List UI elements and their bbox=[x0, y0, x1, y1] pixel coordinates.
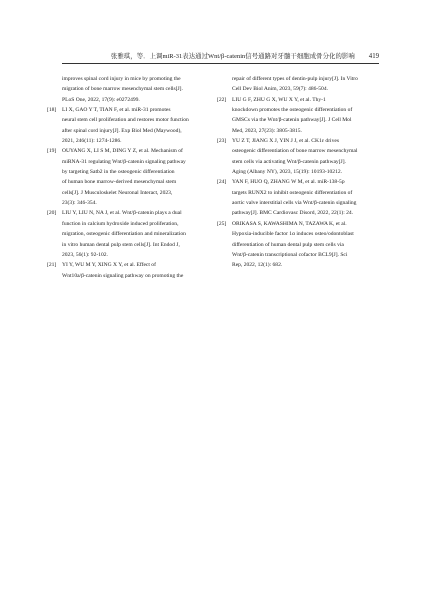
reference-entry bbox=[217, 177, 380, 218]
reference-line bbox=[62, 177, 210, 187]
reference-line bbox=[232, 84, 380, 94]
reference-text: Cell Dev Biol Anim, 2023, 59(7): 486-504. bbox=[232, 86, 328, 93]
reference-line bbox=[217, 219, 380, 229]
reference-text: cells[J]. J Musculoskelet Neuronal Interact, 2023, bbox=[62, 189, 173, 196]
reference-number: [23] bbox=[217, 138, 227, 145]
reference-line bbox=[62, 219, 210, 229]
reference-text: function in calcium hydroxide induced proliferation, bbox=[62, 220, 179, 227]
reference-entry bbox=[47, 208, 210, 260]
reference-continuation bbox=[232, 74, 380, 95]
reference-line bbox=[62, 74, 210, 84]
reference-text: by targeting Satb2 in the osteogenic differentiation bbox=[62, 169, 175, 176]
reference-line bbox=[62, 271, 210, 281]
reference-line bbox=[232, 198, 380, 208]
reference-text: knockdown promotes the osteogenic differentiation of bbox=[232, 107, 353, 114]
reference-text: PLoS One, 2022, 17(9): e0272499. bbox=[62, 96, 140, 103]
running-title: 张雅琪，等．上调miR-31表达通过Wnt/β-catenin信号通路对牙髓干细胞成骨分化的影响 bbox=[110, 53, 355, 60]
reference-line bbox=[47, 208, 210, 218]
reference-text: migration of bone marrow mesenchymal stem cells[J]. bbox=[62, 86, 183, 93]
reference-text: Rep, 2022, 12(1): 682. bbox=[232, 262, 283, 269]
reference-line bbox=[62, 115, 210, 125]
reference-text: YI Y, WU M Y, XING X Y, et al. Effect of bbox=[62, 262, 156, 269]
reference-entry bbox=[217, 219, 380, 271]
reference-number: [24] bbox=[217, 179, 227, 186]
reference-column-right bbox=[217, 74, 380, 271]
reference-line bbox=[232, 250, 380, 260]
reference-line bbox=[62, 250, 210, 260]
reference-text: differentiation of human dental pulp stem cells via bbox=[232, 241, 344, 248]
reference-text: OUYANG X, LI S M, DING Y Z, et al. Mechanism of bbox=[62, 148, 183, 155]
reference-text: in vitro human dental pulp stem cells[J]. Int Endod J, bbox=[62, 241, 180, 248]
reference-line bbox=[232, 115, 380, 125]
reference-line bbox=[232, 167, 380, 177]
reference-text: neural stem cell proliferation and restores motor function bbox=[62, 117, 189, 124]
reference-entry bbox=[47, 105, 210, 146]
reference-text: of human bone marrow-derived mesenchymal stem bbox=[62, 179, 177, 186]
reference-line bbox=[62, 126, 210, 136]
reference-text: Med, 2023, 27(23): 3805-3815. bbox=[232, 127, 302, 134]
reference-text: after spinal cord injury[J]. Exp Biol Med (Maywood), bbox=[62, 127, 182, 134]
reference-text: YAN F, HUO Q, ZHANG W M, et al. miR-138-5p bbox=[232, 179, 345, 186]
reference-column-left bbox=[47, 74, 210, 281]
reference-line bbox=[62, 95, 210, 105]
reference-entry bbox=[47, 146, 210, 208]
reference-text: YU Z T, JIANG X J, YIN J J, et al. CK1ε drives bbox=[232, 138, 339, 145]
page-header bbox=[62, 48, 379, 64]
reference-line bbox=[62, 229, 210, 239]
reference-text: aortic valve interstitial cells via Wnt/β-catenin signaling bbox=[232, 200, 357, 207]
reference-number: [20] bbox=[47, 210, 57, 217]
reference-text: osteogenic differentiation of bone marrow mesenchymal bbox=[232, 148, 358, 155]
reference-line bbox=[62, 157, 210, 167]
reference-line bbox=[217, 95, 380, 105]
reference-line bbox=[232, 105, 380, 115]
reference-line bbox=[232, 157, 380, 167]
reference-text: 23(3): 346-354. bbox=[62, 200, 97, 207]
reference-line bbox=[232, 229, 380, 239]
reference-text: 2021, 246(11): 1274-1286. bbox=[62, 138, 122, 145]
reference-text: LI X, GAO Y T, TIAN F, et al. miR-31 promotes bbox=[62, 107, 171, 114]
reference-line bbox=[232, 146, 380, 156]
reference-text: repair of different types of dentin-pulp injury[J]. In Vitro bbox=[232, 76, 358, 82]
reference-text: miRNA-31 regulating Wnt/β-catenin signaling pathway bbox=[62, 158, 186, 165]
reference-number: [19] bbox=[47, 148, 57, 155]
reference-entry bbox=[217, 136, 380, 177]
reference-line bbox=[47, 260, 210, 270]
reference-line bbox=[62, 84, 210, 94]
reference-text: ORIKASA S, KAWASHIMA N, TAZAWA K, et al. bbox=[232, 220, 347, 227]
reference-line bbox=[62, 167, 210, 177]
reference-number: [18] bbox=[47, 107, 57, 114]
reference-line bbox=[232, 126, 380, 136]
reference-text: LIU G F, ZHU G X, WU X Y, et al. Thy-1 bbox=[232, 96, 326, 103]
reference-text: Aging (Albany NY), 2023, 15(19): 10193-10212. bbox=[232, 169, 343, 176]
reference-line bbox=[62, 136, 210, 146]
page-number: 419 bbox=[368, 53, 379, 60]
reference-text: stem cells via activating Wnt/β-catenin pathway[J]. bbox=[232, 158, 346, 165]
reference-text: 2023, 56(1): 92-102. bbox=[62, 251, 108, 258]
reference-line bbox=[217, 177, 380, 187]
reference-number: [22] bbox=[217, 96, 227, 103]
reference-text: Wnt/β-catenin transcriptional cofactor BCL9[J]. Sci bbox=[232, 251, 348, 258]
reference-entry bbox=[47, 260, 210, 281]
reference-continuation bbox=[62, 74, 210, 105]
reference-text: improves spinal cord injury in mice by promoting the bbox=[62, 76, 181, 82]
reference-number: [21] bbox=[47, 262, 57, 269]
reference-line bbox=[232, 240, 380, 250]
reference-line bbox=[232, 208, 380, 218]
reference-text: GMSCs via the Wnt/β-catenin pathway[J]. J Cell Mol bbox=[232, 117, 352, 124]
reference-text: Wnt10a/β-catenin signaling pathway on promoting the bbox=[62, 272, 184, 279]
reference-line bbox=[62, 188, 210, 198]
reference-text: targets RUNX2 to inhibit osteogenic differentiation of bbox=[232, 189, 353, 196]
reference-line bbox=[232, 74, 380, 84]
reference-line bbox=[232, 188, 380, 198]
reference-line bbox=[47, 146, 210, 156]
reference-text: migration, osteogenic differentiation and mineralization bbox=[62, 231, 186, 238]
reference-text: Hypoxia-inducible factor 1α induces osteo/odontoblast bbox=[232, 231, 354, 238]
reference-text: pathway[J]. BMC Cardiovasc Disord, 2022, 22(1): 24. bbox=[232, 210, 354, 217]
reference-number: [25] bbox=[217, 220, 227, 227]
reference-line bbox=[217, 136, 380, 146]
reference-line bbox=[62, 240, 210, 250]
reference-line bbox=[62, 198, 210, 208]
reference-line bbox=[47, 105, 210, 115]
reference-line bbox=[232, 260, 380, 270]
reference-text: LIU Y, LIU N, NA J, et al. Wnt/β-catenin plays a dual bbox=[62, 210, 182, 217]
reference-entry bbox=[217, 95, 380, 136]
